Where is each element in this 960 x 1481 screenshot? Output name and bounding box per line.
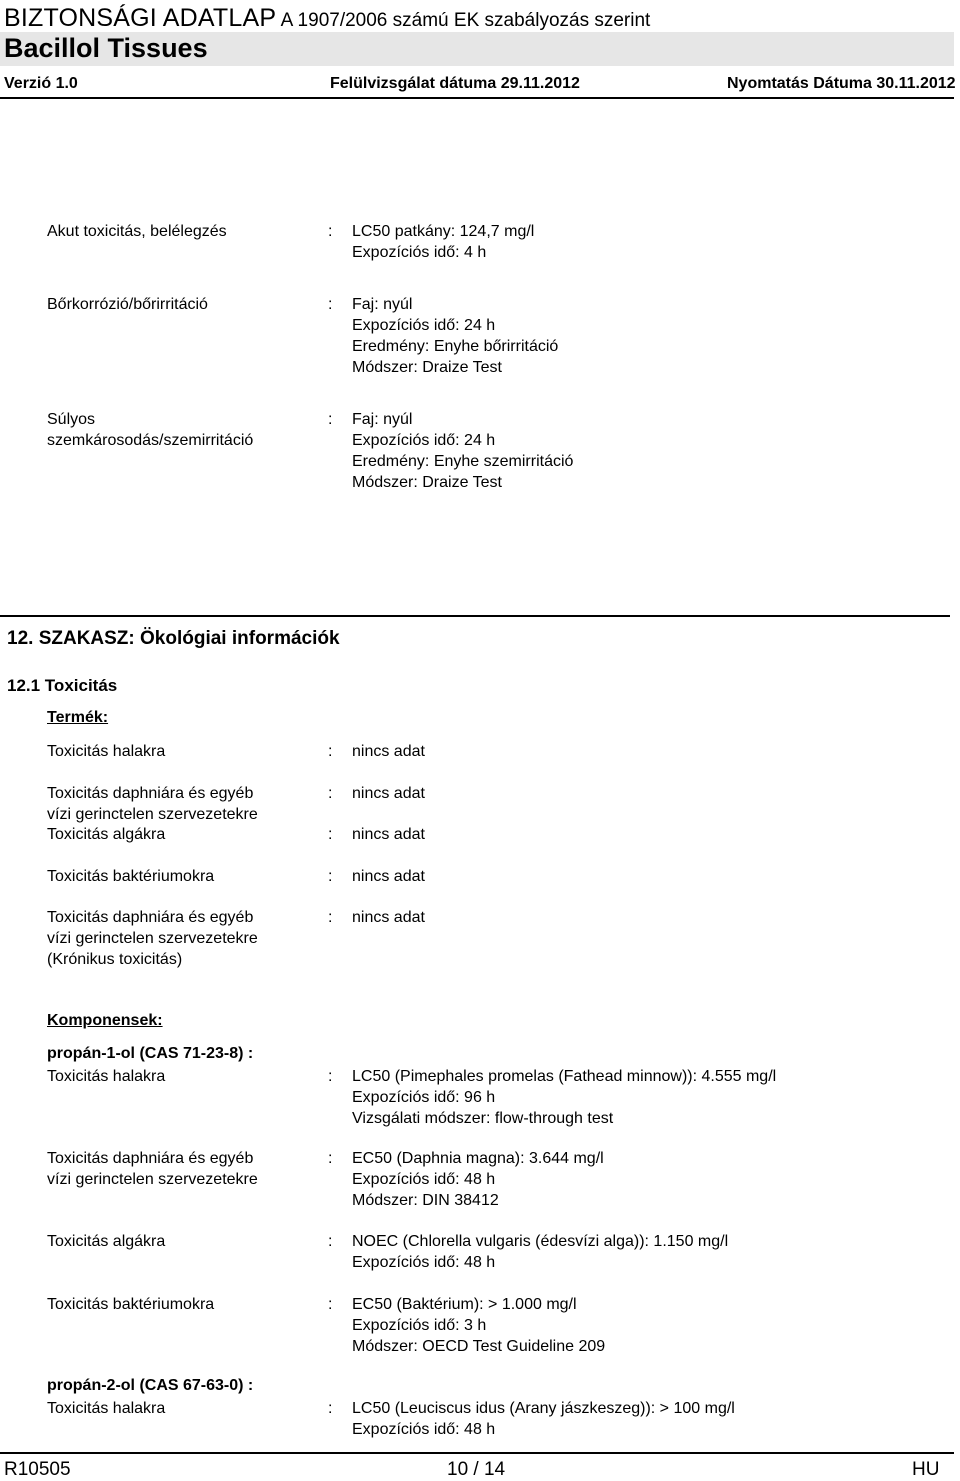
colon: : (328, 1296, 333, 1313)
row-label-fish: Toxicitás halakra (47, 1400, 166, 1417)
document-header (4, 4, 650, 33)
product-heading: Termék: (47, 709, 109, 726)
colon: : (328, 296, 333, 313)
row-label-fish: Toxicitás halakra (47, 1068, 166, 1085)
subsection-title: 12.1 Toxicitás (7, 676, 118, 695)
colon: : (328, 1150, 333, 1167)
row-value-acute-inhalation: LC50 patkány: 124,7 mg/l Expozíciós idő: 4 h (352, 223, 535, 261)
colon: : (328, 909, 333, 926)
row-label-bacteria: Toxicitás baktériumokra (47, 868, 215, 885)
row-label-bacteria: Toxicitás baktériumokra (47, 1296, 215, 1313)
row-label-acute-inhalation: Akut toxicitás, belélegzés (47, 223, 227, 240)
section-title: 12. SZAKASZ: Ökológiai információk (7, 628, 340, 649)
section-divider (0, 615, 950, 617)
page-number: 10 / 14 (447, 1459, 506, 1480)
version-row (0, 75, 954, 99)
component-name: propán-2-ol (CAS 67-63-0) : (47, 1377, 254, 1394)
row-value-bacteria: EC50 (Baktérium): > 1.000 mg/l Expozíciós idő: 3 h Módszer: OECD Test Guideline 209 (352, 1296, 606, 1355)
row-value-algae: nincs adat (352, 826, 425, 843)
row-label-eye-damage: Súlyos szemkárosodás/szemirritáció (47, 411, 254, 449)
colon: : (328, 1400, 333, 1417)
doc-id: R10505 (4, 1459, 71, 1480)
colon: : (328, 411, 333, 428)
product-name: Bacillol Tissues (4, 33, 208, 63)
revision-date: Felülvizsgálat dátuma 29.11.2012 (330, 75, 580, 92)
colon: : (328, 826, 333, 843)
doc-type-title: BIZTONSÁGI ADATLAP (4, 4, 277, 32)
colon: : (328, 1068, 333, 1085)
colon: : (328, 223, 333, 240)
row-label-algae: Toxicitás algákra (47, 826, 166, 843)
row-label-skin-irritation: Bőrkorrózió/bőrirritáció (47, 296, 208, 313)
row-value-fish: LC50 (Leuciscus idus (Arany jászkeszeg)): > 100 mg/l Expozíciós idő: 48 h (352, 1400, 735, 1438)
row-label-daphnia-chronic: Toxicitás daphniára és egyéb vízi gerinctelen szervezetekre (Krónikus toxicitás) (47, 909, 258, 968)
row-value-bacteria: nincs adat (352, 868, 425, 885)
row-value-fish: LC50 (Pimephales promelas (Fathead minnow)): 4.555 mg/l Expozíciós idő: 96 h Vizsgálati módszer: flow-through test (352, 1068, 777, 1127)
row-value-daphnia: EC50 (Daphnia magna): 3.644 mg/l Expozíciós idő: 48 h Módszer: DIN 38412 (352, 1150, 604, 1209)
row-label-daphnia: Toxicitás daphniára és egyéb vízi gerinctelen szervezetekre (47, 785, 258, 823)
language-code: HU (912, 1459, 940, 1480)
row-label-fish: Toxicitás halakra (47, 743, 166, 760)
row-value-skin-irritation: Faj: nyúl Expozíciós idő: 24 h Eredmény: Enyhe bőrirritáció Módszer: Draize Test (352, 296, 559, 376)
regulation-text: A 1907/2006 számú EK szabályozás szerint (280, 10, 651, 31)
colon: : (328, 868, 333, 885)
print-date: Nyomtatás Dátuma 30.11.2012 (727, 75, 956, 92)
row-value-algae: NOEC (Chlorella vulgaris (édesvízi alga)): 1.150 mg/l Expozíciós idő: 48 h (352, 1233, 729, 1271)
colon: : (328, 1233, 333, 1250)
version-text: Verzió 1.0 (4, 75, 78, 92)
colon: : (328, 743, 333, 760)
row-value-daphnia: nincs adat (352, 785, 425, 802)
row-value-daphnia-chronic: nincs adat (352, 909, 425, 926)
row-label-algae: Toxicitás algákra (47, 1233, 166, 1250)
product-title-bar (0, 32, 954, 66)
row-value-eye-damage: Faj: nyúl Expozíciós idő: 24 h Eredmény: Enyhe szemirritáció Módszer: Draize Test (352, 411, 574, 491)
component-name: propán-1-ol (CAS 71-23-8) : (47, 1045, 254, 1062)
page-footer (0, 1452, 954, 1480)
colon: : (328, 785, 333, 802)
row-label-daphnia: Toxicitás daphniára és egyéb vízi gerinctelen szervezetekre (47, 1150, 258, 1188)
components-heading: Komponensek: (47, 1012, 163, 1029)
row-value-fish: nincs adat (352, 743, 425, 760)
